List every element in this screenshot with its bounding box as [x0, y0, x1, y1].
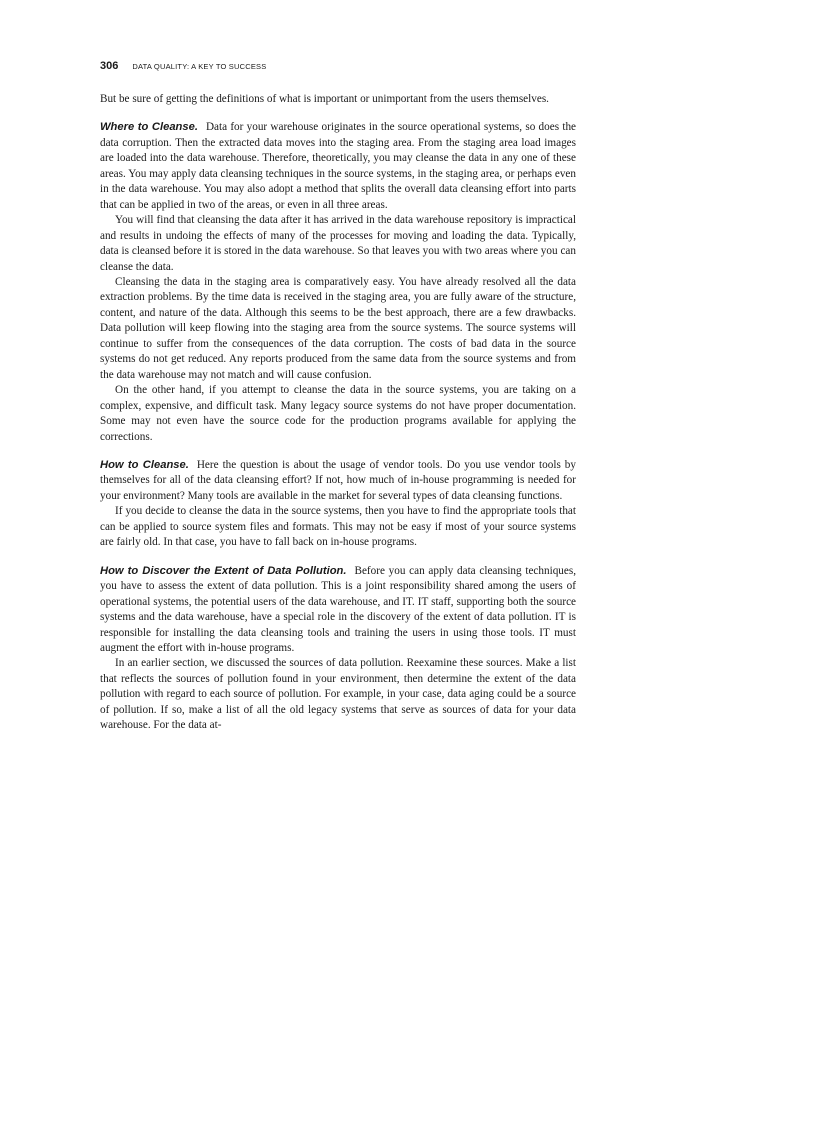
lead-text: Here the question is about the usage of vendor tools. Do you use vendor tools by themselves for all of the data cleansing effort? If not, how much of in-house programming is needed for your environment? Many tools are available in the market for several types of data cleansing functions.: [100, 458, 576, 502]
lead-text: Data for your warehouse originates in the source operational systems, so does the data corruption. Then the extracted data moves into the staging area. From the staging area load images are loaded into the data warehouse. Therefore, theoretically, you may cleanse the data in any one of these areas. You may apply data cleansing techniques in the source systems, in the staging area, or perhaps even in the data warehouse. You may also adopt a method that splits the overall data cleansing effort into parts that can be applied in two of the areas, or even in all three areas.: [100, 121, 576, 211]
body-paragraph: If you decide to cleanse the data in the source systems, then you have to find the appropriate tools that can be applied to source system files and formats. This may not be easy if most of your source systems are fairly old. In that case, you have to fall back on in-house programs.: [100, 505, 576, 549]
section-lead-paragraph: [100, 564, 576, 657]
section-heading: How to Cleanse.: [100, 458, 189, 471]
section-how-to-cleanse: [100, 458, 576, 551]
running-title: DATA QUALITY: A KEY TO SUCCESS: [132, 62, 267, 71]
section-heading: How to Discover the Extent of Data Pollution.: [100, 564, 347, 577]
running-head: [100, 60, 576, 80]
body-paragraph: In an earlier section, we discussed the sources of data pollution. Reexamine these sources. Make a list that reflects the sources of pollution found in your environment, then determine the extent of the data pollution with regard to each source of pollution. For example, in your case, data aging could be a source of pollution. If so, make a list of all the old legacy systems that serve as sources of data for your data warehouse. For the data at-: [100, 657, 576, 732]
section-lead-paragraph: [100, 120, 576, 213]
body-paragraph: On the other hand, if you attempt to cleanse the data in the source systems, you are taking on a complex, expensive, and difficult task. Many legacy source systems do not have proper documentation. Some may not even have the source code for the production programs available for applying the corrections.: [100, 384, 576, 443]
section-where-to-cleanse: [100, 120, 576, 445]
page-number: 306: [100, 60, 119, 72]
body-paragraph: Cleansing the data in the staging area is comparatively easy. You have already resolved all the data extraction problems. By the time data is received in the staging area, you are fully aware of the structure, content, and nature of the data. Although this seems to be the best approach, there are a few drawbacks. Data pollution will keep flowing into the staging area from the source systems. The source systems will continue to suffer from the consequences of the data corruption. The costs of bad data in the source systems do not get reduced. Any reports produced from the same data from the source systems and from the data warehouse may not match and will cause confusion.: [100, 275, 576, 381]
section-extent-of-pollution: [100, 564, 576, 734]
body-paragraph: You will find that cleansing the data after it has arrived in the data warehouse repository is impractical and results in undoing the effects of many of the processes for moving and loading the data. Typically, data is cleansed before it is stored in the data warehouse. So that leaves you with two areas where you can cleanse the data.: [100, 214, 576, 273]
section-heading: Where to Cleanse.: [100, 121, 198, 134]
book-page: [100, 60, 576, 734]
lead-text: Before you can apply data cleansing techniques, you have to assess the extent of data pollution. This is a joint responsibility shared among the users of operational systems, the potential users of the data warehouse, and IT. IT staff, supporting both the source systems and the data warehouse, have a special role in the discovery of the extent of data pollution. IT is responsible for installing the data cleansing tools and training the users in using those tools. IT must augment the effort with in-house programs.: [100, 564, 576, 654]
intro-paragraph: But be sure of getting the definitions of what is important or unimportant from the users themselves.: [100, 93, 549, 105]
section-lead-paragraph: [100, 458, 576, 504]
